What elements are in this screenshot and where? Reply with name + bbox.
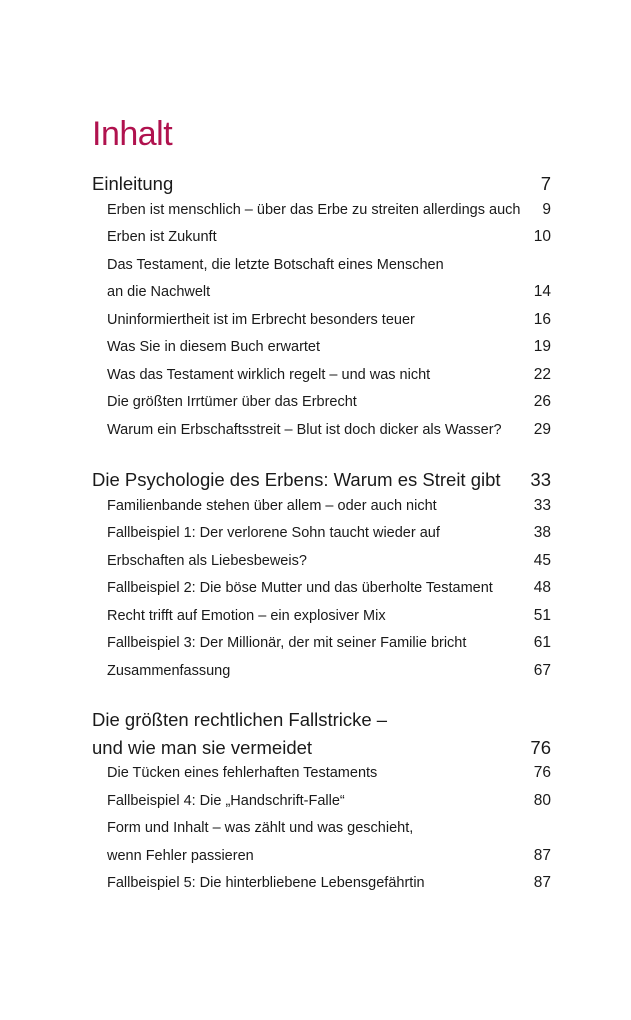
page-number: 33 (533, 496, 551, 514)
page-number: 29 (533, 420, 551, 438)
chapter-heading-text: Die Psychologie des Erbens: Warum es Streit gibt (92, 469, 501, 490)
toc-entry-text: Erben ist menschlich – über das Erbe zu streiten allerdings auch (107, 201, 521, 218)
chapter-heading-text: Die größten rechtlichen Fallstricke – (92, 709, 388, 730)
toc-entry-text: Fallbeispiel 1: Der verlorene Sohn taucht wieder auf (107, 525, 440, 541)
page-number: 87 (533, 846, 551, 864)
toc-entry-text: Recht trifft auf Emotion – ein explosiver Mix (107, 607, 386, 624)
chapter-heading-text: Einleitung (92, 173, 174, 194)
toc-entry-text: Die größten Irrtümer über das Erbrecht (107, 394, 357, 410)
page-number: 7 (540, 173, 551, 194)
toc-entry-text: Fallbeispiel 5: Die hinterbliebene Lebensgefährtin (107, 875, 425, 891)
page-number: 48 (533, 579, 551, 596)
toc-entry-text: Fallbeispiel 2: Die böse Mutter und das überholte Testament (107, 580, 493, 596)
page-number: 22 (533, 365, 551, 383)
page-number: 51 (533, 606, 551, 624)
page-number: 38 (533, 524, 551, 541)
toc-entry-text: Erbschaften als Liebesbeweis? (107, 552, 307, 569)
toc-entry-text: Erben ist Zukunft (107, 229, 217, 245)
toc-entry-text: Uninformiertheit ist im Erbrecht besonders teuer (107, 311, 415, 328)
toc-entry-text: Fallbeispiel 4: Die „Handschrift-Falle“ (107, 792, 345, 809)
page-number: 10 (533, 228, 551, 245)
page-number: 80 (533, 791, 551, 809)
toc-entry-text: Fallbeispiel 3: Der Millionär, der mit seiner Familie bricht (107, 635, 467, 651)
toc-entry-text: Was Sie in diesem Buch erwartet (107, 339, 321, 355)
toc-entry-text: an die Nachwelt (107, 284, 211, 300)
page-number: 9 (542, 200, 551, 218)
page-number: 76 (533, 764, 551, 781)
page-number: 14 (533, 283, 551, 300)
toc-entry-text: Familienbande stehen über allem – oder auch nicht (107, 497, 437, 514)
page-number: 16 (533, 310, 551, 328)
page-number: 67 (533, 661, 551, 679)
page-number: 19 (533, 338, 551, 355)
page-number: 33 (530, 469, 551, 490)
toc-entry-text: Das Testament, die letzte Botschaft eines Menschen (107, 256, 444, 273)
page-number: 45 (533, 551, 551, 569)
toc-entry-text: Was das Testament wirklich regelt – und was nicht (107, 366, 431, 383)
page-number: 76 (530, 736, 551, 758)
toc-entry-text: wenn Fehler passieren (107, 847, 254, 864)
page-number: 26 (533, 393, 551, 410)
toc-entry-text: Die Tücken eines fehlerhaften Testaments (107, 765, 378, 781)
toc-entry-text: Form und Inhalt – was zählt und was geschieht, (107, 820, 414, 836)
chapter-heading-text: und wie man sie vermeidet (92, 736, 313, 758)
page-number: 87 (533, 874, 551, 891)
page-number: 61 (533, 634, 551, 651)
toc-entry-text: Warum ein Erbschaftsstreit – Blut ist doch dicker als Wasser? (107, 421, 502, 438)
page-title: Inhalt (92, 115, 173, 153)
toc-entry-text: Zusammenfassung (107, 662, 231, 679)
